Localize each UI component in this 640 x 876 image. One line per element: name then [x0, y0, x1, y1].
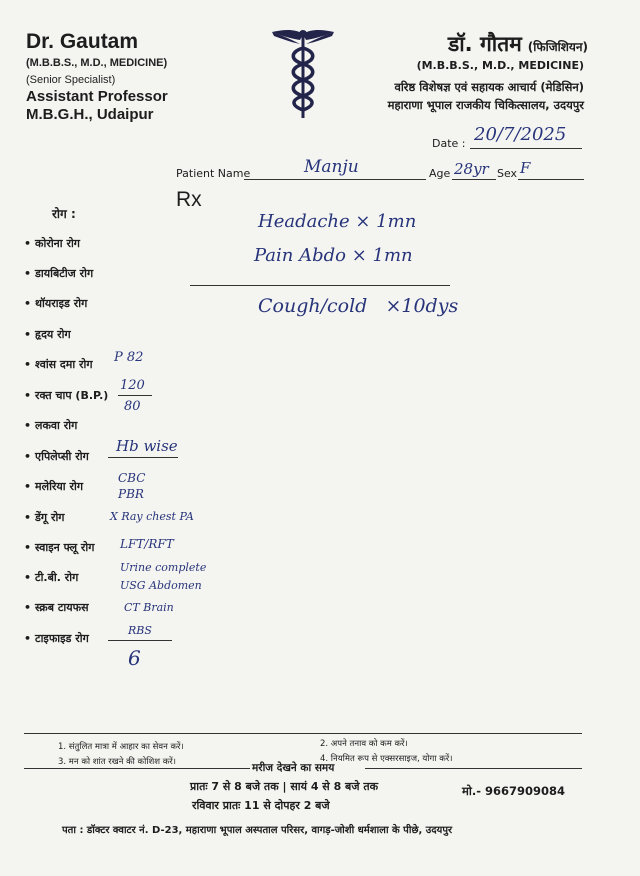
rog-item: • डेंगू रोग — [24, 511, 65, 524]
rog-item: • डायबिटीज रोग — [24, 267, 94, 280]
note-urine: Urine complete — [120, 561, 207, 574]
sex-value: F — [520, 159, 531, 177]
rog-item-label: मलेरिया रोग — [35, 480, 84, 493]
designation-en: Assistant Professor — [26, 88, 168, 105]
phone-number: मो.- 9667909084 — [462, 784, 566, 798]
note-pbr: PBR — [118, 487, 144, 501]
rog-item-label: स्क्रब टायफस — [35, 601, 89, 614]
rog-item-label: थॉयराइड रोग — [35, 297, 88, 310]
hospital-en: M.B.G.H., Udaipur — [26, 106, 154, 123]
health-tip-2: 2. अपने तनाव को कम करें। — [320, 739, 408, 749]
note-hb: Hb wise — [116, 437, 178, 455]
caduceus-logo — [270, 26, 336, 122]
rog-item: • स्क्रब टायफस — [24, 601, 89, 614]
patient-name-value: Manju — [304, 157, 359, 177]
qualification-en: (M.B.B.S., M.D., MEDICINE) — [26, 57, 168, 69]
bp-fraction-line — [118, 395, 152, 396]
rog-item: • हृदय रोग — [24, 328, 71, 341]
date-value: 20/7/2025 — [474, 124, 567, 145]
sex-rule — [518, 179, 584, 180]
specialty-hi: (फिजिशियन) — [527, 40, 588, 54]
rog-item-label: डेंगू रोग — [35, 511, 65, 524]
note-pulse: P 82 — [114, 350, 144, 365]
age-rule — [452, 179, 496, 180]
sex-label: Sex — [497, 167, 518, 180]
prescription-line-1: Headache × 1mn — [258, 211, 417, 232]
rog-item-label: एपिलेप्सी रोग — [35, 450, 89, 463]
signature: 6 — [128, 646, 141, 670]
rog-item-label: लकवा रोग — [35, 419, 78, 432]
qualification-hi: (M.B.B.S., M.D., MEDICINE) — [416, 59, 584, 72]
note-bp-diastolic: 80 — [124, 399, 141, 414]
rog-item-label: स्वाइन फ्लू रोग — [35, 541, 95, 554]
health-tip-4: 4. नियमित रूप से एक्सरसाइज, योगा करें। — [320, 754, 453, 764]
rog-item-label: रक्त चाप (B.P.) — [35, 389, 109, 402]
rog-item: • टी.बी. रोग — [24, 571, 79, 584]
doctor-name-hi-text: डॉ. गौतम — [448, 32, 522, 56]
rog-item: • श्वांस दमा रोग — [24, 358, 93, 371]
note-rbs: RBS — [128, 624, 152, 637]
designation-hi: वरिष्ठ विशेषज्ञ एवं सहायक आचार्य (मेडिसिन) — [394, 80, 584, 94]
note-cbc: CBC — [118, 471, 146, 485]
health-tip-3: 3. मन को शांत रखने की कोशिश करें। — [58, 757, 176, 767]
patient-name-label: Patient Name — [176, 167, 251, 180]
note-rbs-rule — [108, 640, 172, 641]
rog-item-label: कोरोना रोग — [35, 237, 81, 250]
rog-item: • टाइफाइड रोग — [24, 632, 89, 645]
date-label: Date : — [432, 137, 466, 150]
timing-title: मरीज देखने का समय — [252, 762, 335, 774]
prescription-divider — [190, 285, 450, 286]
footer-top-rule — [24, 733, 582, 734]
senior-specialist: (Senior Specialist) — [26, 74, 116, 86]
hospital-hi: महाराणा भूपाल राजकीय चिकित्सालय, उदयपुर — [387, 98, 584, 112]
rog-item-label: टी.बी. रोग — [35, 571, 79, 584]
rog-item-label: हृदय रोग — [35, 328, 71, 341]
rx-symbol: Rx — [176, 188, 202, 211]
timing-rule-right — [365, 768, 582, 769]
rog-item-label: श्वांस दमा रोग — [35, 358, 93, 371]
age-value: 28yr — [454, 160, 489, 178]
rog-item: • एपिलेप्सी रोग — [24, 450, 89, 463]
timing-weekday: प्रातः 7 से 8 बजे तक | सायं 4 से 8 बजे तक — [190, 780, 379, 793]
rog-item: • थॉयराइड रोग — [24, 297, 88, 310]
patient-name-rule — [244, 179, 426, 180]
rog-title: रोग : — [52, 207, 76, 221]
prescription-line-2: Pain Abdo × 1mn — [254, 245, 413, 266]
address: पता : डॉक्टर क्वाटर नं. D-23, महाराणा भूपाल अस्पताल परिसर, वागड़-जोशी धर्मशाला के पीछे, उदयपुर — [62, 825, 453, 836]
prescription-line-3: Cough/cold ×10dys — [258, 295, 459, 317]
rog-item: • रक्त चाप (B.P.) — [24, 389, 109, 402]
timing-sunday: रविवार प्रातः 11 से दोपहर 2 बजे — [192, 799, 330, 812]
note-xray: X Ray chest PA — [110, 510, 194, 523]
rog-item-label: टाइफाइड रोग — [35, 632, 89, 645]
note-hb-rule — [108, 457, 178, 458]
age-label: Age — [429, 167, 451, 180]
note-lft: LFT/RFT — [120, 537, 174, 551]
health-tip-1: 1. संतुलित मात्रा में आहार का सेवन करें। — [58, 742, 184, 752]
note-bp-systolic: 120 — [120, 378, 145, 393]
doctor-name-hi — [448, 30, 588, 58]
date-rule — [470, 148, 582, 149]
rog-item: • लकवा रोग — [24, 419, 78, 432]
rog-item: • कोरोना रोग — [24, 237, 81, 250]
timing-rule-left — [24, 768, 250, 769]
rog-item: • स्वाइन फ्लू रोग — [24, 541, 95, 554]
note-usg: USG Abdomen — [120, 579, 202, 592]
doctor-name-en: Dr. Gautam — [26, 30, 139, 53]
rog-item-label: डायबिटीज रोग — [35, 267, 94, 280]
rog-item: • मलेरिया रोग — [24, 480, 84, 493]
note-ct: CT Brain — [124, 601, 174, 614]
